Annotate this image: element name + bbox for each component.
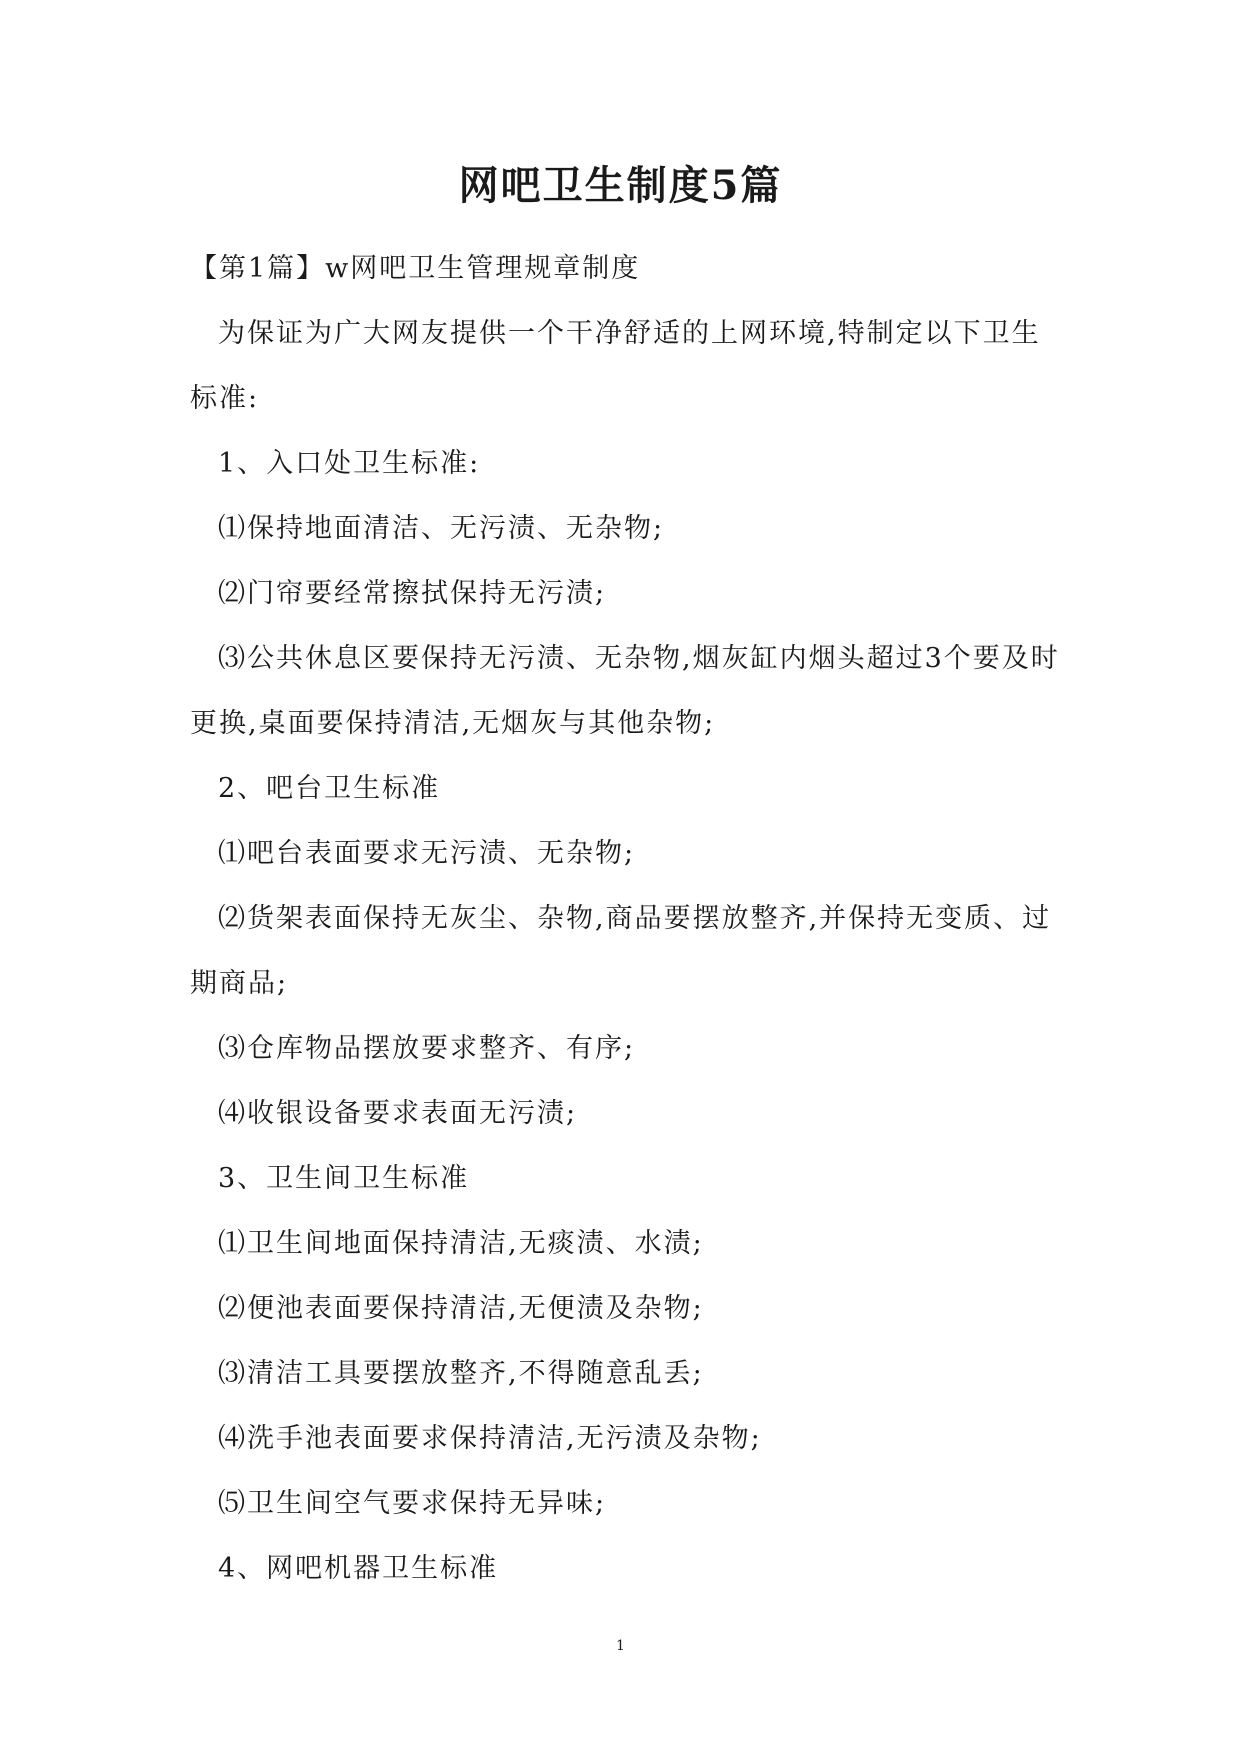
list-item: ⑵便池表面要保持清洁,无便渍及杂物; — [218, 1293, 704, 1324]
page-number: 1 — [616, 1638, 625, 1654]
section-heading: 【第1篇】w网吧卫生管理规章制度 — [190, 253, 641, 284]
document-body — [190, 236, 1060, 1601]
list-item: ⑴卫生间地面保持清洁,无痰渍、水渍; — [218, 1228, 704, 1259]
list-item: ⑷收银设备要求表面无污渍; — [218, 1098, 578, 1129]
subsection-heading-entrance: 1、入口处卫生标准: — [218, 448, 481, 479]
list-item: ⑴吧台表面要求无污渍、无杂物; — [218, 838, 636, 869]
list-item: ⑴保持地面清洁、无污渍、无杂物; — [218, 513, 665, 544]
list-item: ⑶仓库物品摆放要求整齐、有序; — [218, 1033, 636, 1064]
intro-paragraph: 为保证为广大网友提供一个干净舒适的上网环境,特制定以下卫生标准: — [190, 318, 1041, 414]
document-title: 网吧卫生制度5篇 — [458, 162, 783, 209]
list-item: ⑸卫生间空气要求保持无异味; — [218, 1488, 607, 1519]
subsection-heading-restroom: 3、卫生间卫生标准 — [218, 1163, 470, 1194]
list-item: ⑶公共休息区要保持无污渍、无杂物,烟灰缸内烟头超过3个要及时更换,桌面要保持清洁,无烟灰与其他杂物; — [190, 643, 1060, 739]
list-item: ⑵门帘要经常擦拭保持无污渍; — [218, 578, 607, 609]
subsection-heading-machines: 4、网吧机器卫生标准 — [218, 1553, 499, 1584]
list-item: ⑷洗手池表面要求保持清洁,无污渍及杂物; — [218, 1423, 762, 1454]
list-item: ⑵货架表面保持无灰尘、杂物,商品要摆放整齐,并保持无变质、过期商品; — [190, 903, 1052, 999]
list-item: ⑶清洁工具要摆放整齐,不得随意乱丢; — [218, 1358, 704, 1389]
subsection-heading-bar-counter: 2、吧台卫生标准 — [218, 773, 441, 804]
